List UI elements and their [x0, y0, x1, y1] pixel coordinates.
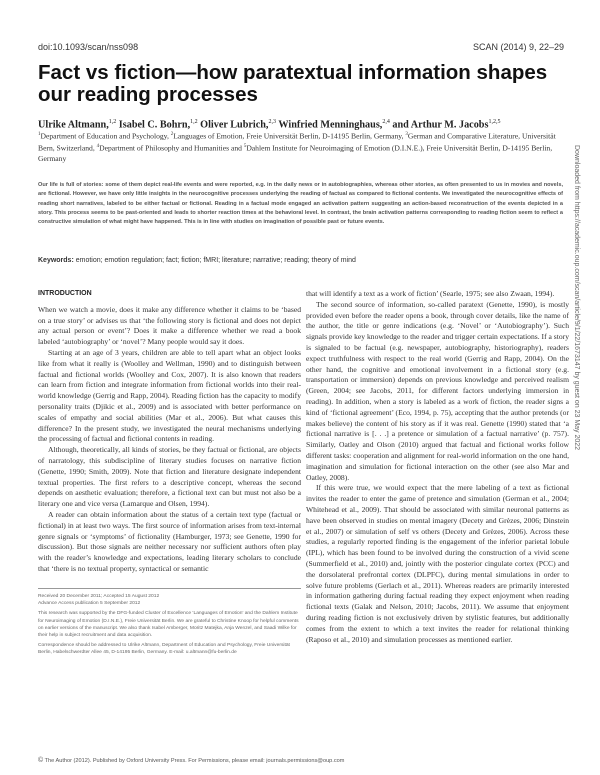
affil-text: Department of Philosophy and Humanities and	[99, 143, 244, 153]
author-name: Ulrike Altmann,	[38, 119, 109, 131]
funding-note: This research was supported by the DFG-funded Cluster of Excellence ‘Languages of Emotion’ and the Dahlem Institute for Neuroimaging of Emotion (D.I.N.E.), Freie Universität Berlin. We are grateful to Christine Knoop for helpful comments on earlier versions of the manuscript. We also thank Isabel Amberger, Moritz Matejka, Anja Wenzel, and Saadi Wilke for their help in subject recruitment and data acquisition.	[38, 611, 299, 639]
affiliations	[38, 130, 568, 165]
section-heading: INTRODUCTION	[38, 290, 92, 297]
doi-text: doi:10.1093/scan/nss098	[38, 42, 139, 52]
left-column	[38, 289, 301, 575]
author-affil-ref: 1,2	[108, 119, 117, 125]
footnotes	[38, 588, 301, 660]
received-date: Received 20 December 2011; Accepted 15 August 2012	[38, 594, 160, 599]
affil-text: Dahlem Institute for Neuroimaging of Emotion (D.I.N.E.), Freie Universität Berlin, D-14195 Berlin, Germany	[38, 143, 553, 164]
affil-number: 3	[405, 132, 408, 137]
abstract: Our life is full of stories: some of them depict real-life events and were reported, e.g. in the daily news or in autobiographies, whereas other stories, as often presented to us in movies and novels, are fictional. However, we have only little insights in the neurocognitive processes underlying the reading of factual as compared to fictional contents. We investigated the neurocognitive effects of reading short narratives, labeled to be either factual or fictional. Reading in a factual mode engaged an activation pattern suggesting an action-based reconstruction of the events depicted in a story. This process seems to be past-oriented and leads to shorter reaction times at the behavioral level. In contrast, the brain activation patterns corresponding to reading fiction seem to reflect a constructive simulation of what might have happened. This is in line with studies on imagination of possible past or future events.	[38, 182, 563, 226]
copyright-icon: ©	[38, 757, 44, 764]
right-column	[306, 289, 569, 645]
author-affil-ref: 2,3	[268, 119, 276, 125]
author-name: Isabel C. Bohrn,	[118, 119, 191, 131]
paragraph: Although, theoretically, all kinds of stories, be they factual or fictional, are objects of narratology, this subdiscipline of literary studies focuses on narrative fiction (Genette, 1990; Smith, 2009). Note that fiction and literature designate independent textual properties. The first refers to a descriptive concept, whereas the second depends on aesthetic evaluation; therefore, a fictional text can but must not also be a literary one and vice versa (Lamarque and Olsen, 1994).	[38, 445, 301, 509]
advance-access: Advance Access publication 5 September 2012	[38, 601, 141, 607]
affil-number: 1	[38, 132, 41, 137]
keywords-label: Keywords:	[38, 257, 74, 264]
paragraph: The second source of information, so-called paratext (Genette, 1990), is mostly provided even before the reader opens a book, through cover details, like the name of the author, the title or genre indications (e.g. ‘Novel’ or ‘Autobiography’). Such signals provide key knowledge to the reader and trigger certain expectations. If a story is signaled to be factual (e.g. newspaper, autobiography, historiography), readers expect truthfulness with respect to the real world (Gerrig and Rapp, 2004). On the other hand, the cognitive and emotional involvement in a fictional story (e.g. transportation or immersion) depends on previous knowledge and perceived realism (Green, 2004; see Jacobs, 2011, for different factors underlying immersion in reading). In addition, when a story is labeled as a work of fiction, the reader signs a kind of ‘fictional agreement’ (Eco, 1994, p. 75), accepting that the author pretends (or makes believe) the content of his story as if it was real. Genette (1990) stated that ‘a fictional narrative is [. . .] a pretence or simulation of a factual narrative’ (p. 757). Similarly, Oatley and Olson (2010) argued that factual and fictional works follow different tasks: cooperation and alignment for real-world information on the one hand, imagination and simulation for fictional interaction on the other (see also Mar and Oatley, 2008).	[306, 299, 569, 482]
author-affil-ref: 1,2	[190, 119, 198, 125]
article-title: Fact vs fiction—how paratextual information shapes our reading processes	[38, 61, 548, 106]
copyright-text: The Author (2012). Published by Oxford University Press. For Permissions, please email: journals.permissions@oup.com	[43, 758, 345, 764]
paragraph: If this were true, we would expect that the mere labeling of a text as fictional invites the reader to enter the game of pretence and simulation (German et al., 2004; Whitehead et al., 2009). That should be associated with similar neuronal patterns as have been observed in studies on mental imagery (Decety and Grèzes, 2006; Dinstein et al., 2007) or simulation of self vs others (Decety and Grèzes, 2006). Across these studies, a regularly reported finding is the engagement of the inferior parietal lobule (IPL), which has been found to be involved during the construction of a vivid scene (Summerfield et al., 2010) and, jointly with the posterior cingulate cortex (PCC) and the dorsolateral prefrontal cortex (DLPFC), during mental simulations in order to solve future problems (Gerlach et al., 2011). Whereas readers are primarily interested in information gathering during factual reading they expect enjoyment when reading fictional texts (Galak and Nelson, 2010; Jacobs, 2011). We assume that enjoyment during reading fiction is not exclusively driven by stylistic features, but additionally comes from the extent to which a text invites the reader for relational thinking (Raposo et al., 2010) and simulation processes as mentioned earlier.	[306, 483, 569, 644]
author-name: and Arthur M. Jacobs	[392, 119, 489, 131]
author-name: Winfried Menninghaus,	[278, 119, 383, 131]
paragraph: When we watch a movie, does it make any difference whether it claims to be ‘based on a true story’ or advises us that ‘the following story is fictional and does not depict any actual person or event’? Does it make a difference whether we read a book labeled ‘autobiography’ or ‘novel’? Many people would say it does.	[38, 304, 301, 347]
affil-number: 5	[243, 144, 247, 150]
author-affil-ref: 2,4	[382, 119, 390, 125]
affil-number: 4	[96, 144, 100, 150]
paragraph: A reader can obtain information about the status of a certain text type (factual or fictional) in at least two ways. The first source of information arises from text-internal genre signals or ‘symptoms’ of fictionality (Hamburger, 1973; see Genette, 1990 for discussion). But those signals are neither necessary nor sufficient authors often play with the reader’s knowledge and expectations, leading literary scholars to conclude that ‘there is no textual property, syntactical or semantic	[38, 509, 301, 573]
affil-number: 2	[170, 132, 174, 137]
paragraph: Starting at an age of 3 years, children are able to tell apart what an object looks like from what it really is (Woolley and Wellman, 1990) and to distinguish between factual and fictional worlds (Woolley and Cox, 2007). It is also known that readers can learn from fiction and integrate information from fictional worlds into their real-world knowledge (Gerrig and Rapp, 2004). Reading fiction has the capacity to modify personality traits (Djikic et al., 2009) and is associated with better performance on scales of empathy and social abilities (Mar et al., 2006). But what causes this difference? In the present study, we investigated the neural mechanisms underlying the processing of factual and fictional contents in reading.	[38, 347, 301, 444]
affil-text: Languages of Emotion, Freie Universität Berlin, D-14195 Berlin, Germany,	[173, 131, 406, 141]
paragraph: that will identify a text as a work of fiction’ (Searle, 1975; see also Zwaan, 1994).	[306, 289, 555, 298]
correspondence-note: Correspondence should be addressed to Ulrike Altmann, Department of Education and Psychology, Freie Universität Berlin, Habelschwerdter Allee 45, D-14195 Berlin, Germany. E-mail: u.altmann@fu-berlin.de	[38, 643, 290, 656]
affil-text: German and Comparative Literature, Universität Bern, Switzerland,	[38, 131, 556, 153]
journal-citation: SCAN (2014) 9, 22–29	[472, 42, 564, 52]
download-watermark: Downloaded from https://academic.oup.com/scan/article/9/1/22/1673147 by guest on 23 May 2022	[573, 145, 580, 451]
affil-text: Department of Education and Psychology,	[40, 131, 171, 141]
author-name: Oliver Lubrich,	[200, 119, 269, 131]
author-affil-ref: 1,2,5	[488, 119, 501, 125]
copyright-line	[38, 757, 344, 764]
keywords-text: emotion; emotion regulation; fact; fiction; fMRI; literature; narrative; reading; theory of mind	[73, 257, 356, 264]
keywords	[38, 257, 563, 264]
